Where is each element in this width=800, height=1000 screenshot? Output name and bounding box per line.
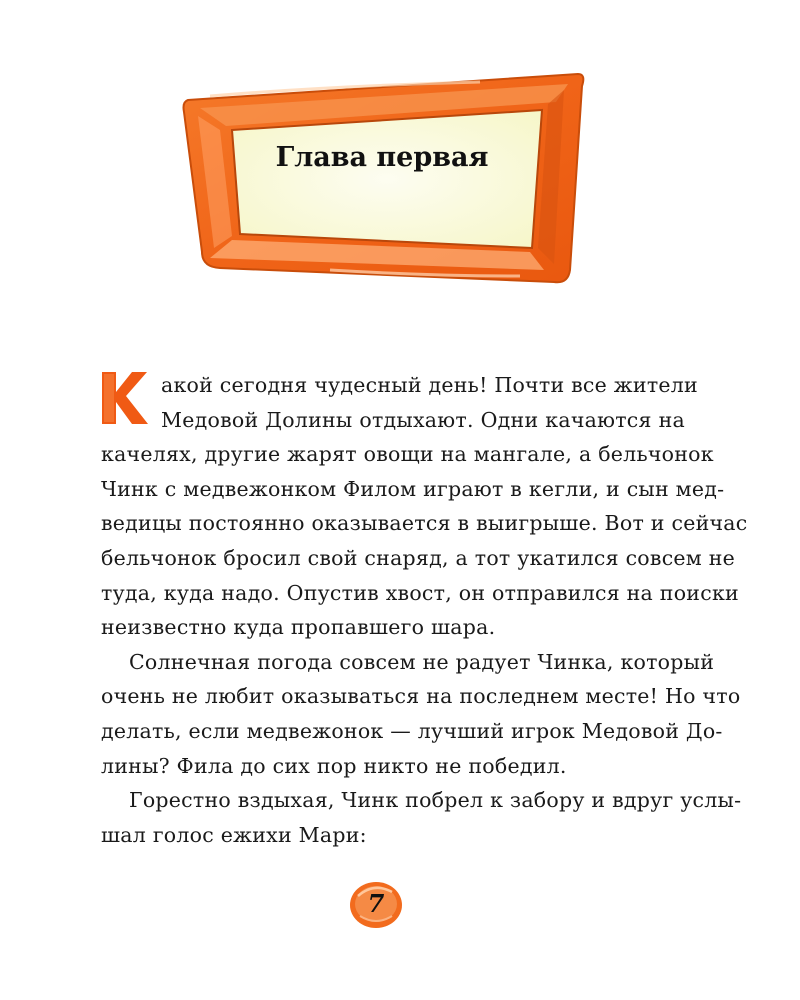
paragraph-3 xyxy=(101,783,742,852)
text-line: Солнечная погода совсем не радует Чинка, который xyxy=(129,649,715,674)
text-line: качелях, другие жарят овощи на мангале, а бельчонок xyxy=(101,442,714,467)
text-line: туда, куда надо. Опустив хвост, он отправился на поиски xyxy=(101,580,739,605)
text-line: неизвестно куда пропавшего шара. xyxy=(101,615,496,640)
text-line: лины? Фила до сих пор никто не победил. xyxy=(101,753,567,778)
text-line: ведицы постоянно оказывается в выигрыше. Вот и сейчас xyxy=(101,511,748,536)
paragraph-2 xyxy=(101,645,741,783)
text-line: делать, если медвежонок — лучший игрок Медовой До- xyxy=(101,718,723,743)
text-line: очень не любит оказываться на последнем месте! Но что xyxy=(101,684,741,709)
text-line: бельчонок бросил свой снаряд, а тот укатился совсем не xyxy=(101,545,736,570)
page-number-badge xyxy=(348,880,404,930)
chapter-title: Глава первая xyxy=(275,142,489,173)
text-line: шал голос ежихи Мари: xyxy=(101,822,367,847)
paragraph-1 xyxy=(101,368,748,645)
chapter-frame xyxy=(180,72,590,287)
body-text xyxy=(101,368,748,852)
page-number: 7 xyxy=(367,889,385,918)
text-line: акой сегодня чудесный день! Почти все жители xyxy=(161,373,698,397)
text-line: Медовой Долины отдыхают. Одни качаются на xyxy=(161,407,685,432)
text-line: Чинк с медвежонком Филом играют в кегли, и сын мед- xyxy=(101,476,725,501)
text-line: Горестно вздыхая, Чинк побрел к забору и вдруг услы- xyxy=(129,788,742,813)
frame-graphic xyxy=(180,72,590,287)
